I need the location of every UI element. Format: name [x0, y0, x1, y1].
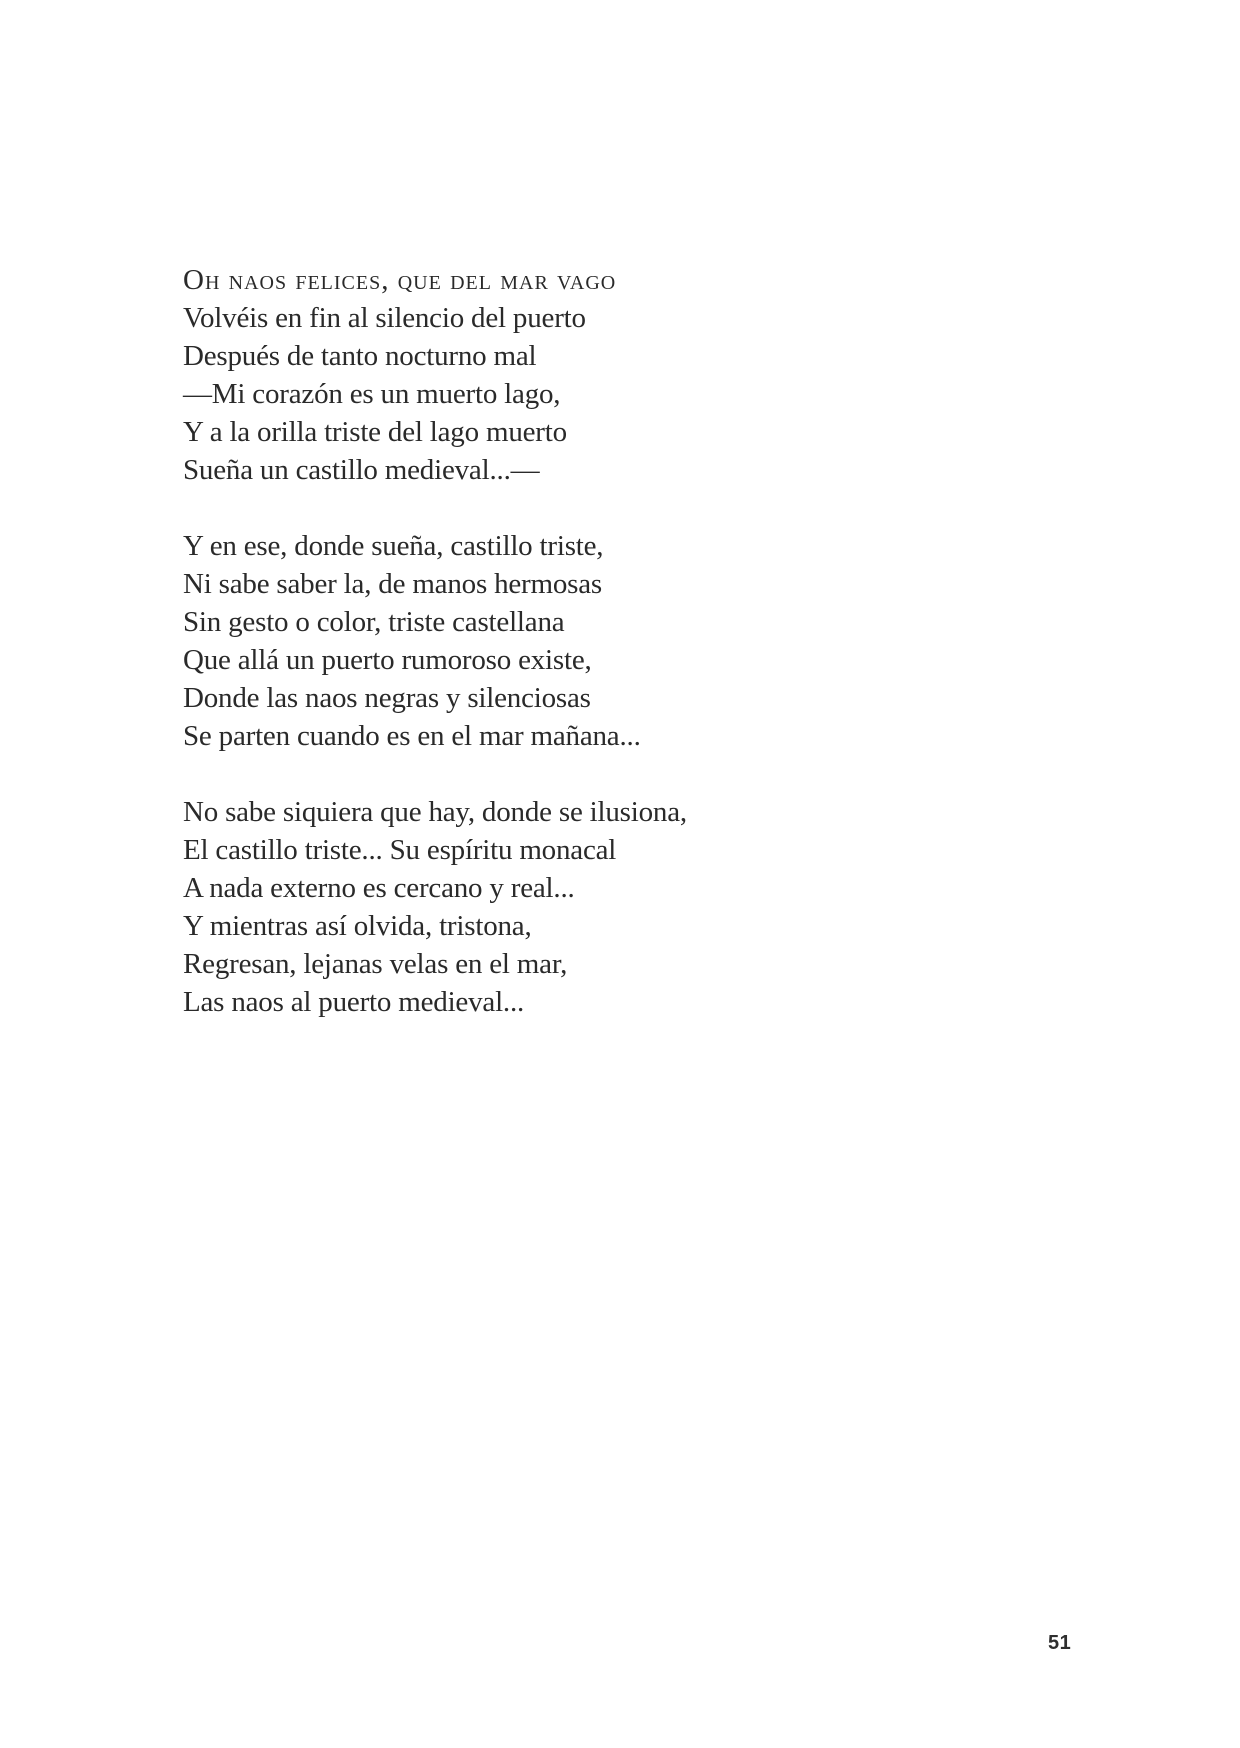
poem-line: Regresan, lejanas velas en el mar,: [183, 948, 568, 980]
poem-line: Sueña un castillo medieval...—: [183, 454, 540, 486]
poem-line: Y mientras así olvida, tristona,: [183, 910, 532, 942]
poem-stanza: [183, 261, 687, 489]
poem-line: Sin gesto o color, triste castellana: [183, 606, 565, 638]
poem-line: Las naos al puerto medieval...: [183, 986, 525, 1018]
poem-opening-line: Oh naos felices, que del mar vago: [183, 264, 617, 296]
poem-line: Y en ese, donde sueña, castillo triste,: [183, 530, 604, 562]
poem-line: —Mi corazón es un muerto lago,: [183, 378, 561, 410]
page-number: 51: [1048, 1632, 1072, 1654]
poem-line: Ni sabe saber la, de manos hermosas: [183, 568, 603, 600]
poem-line: Volvéis en fin al silencio del puerto: [183, 302, 586, 334]
poem-line: Después de tanto nocturno mal: [183, 340, 537, 372]
poem-line: El castillo triste... Su espíritu monacal: [183, 834, 617, 866]
poem-line: Y a la orilla triste del lago muerto: [183, 416, 567, 448]
poem-line: Donde las naos negras y silenciosas: [183, 682, 591, 714]
poem-stanza: [183, 793, 687, 1021]
poem-stanza: [183, 527, 687, 755]
poem-text-block: [183, 261, 687, 1021]
poem-line: Que allá un puerto rumoroso existe,: [183, 644, 592, 676]
poem-line: A nada externo es cercano y real...: [183, 872, 575, 904]
poem-line: Se parten cuando es en el mar mañana...: [183, 720, 641, 752]
poem-line: No sabe siquiera que hay, donde se ilusiona,: [183, 796, 687, 828]
